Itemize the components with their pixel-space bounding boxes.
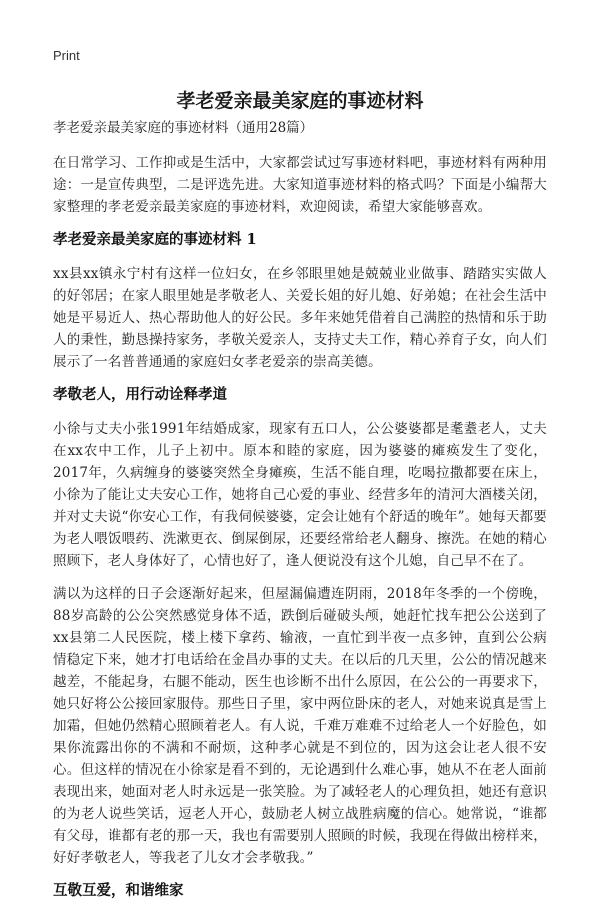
print-link[interactable]: Print xyxy=(53,48,80,63)
section-paragraph: xx县xx镇永宁村有这样一位妇女，在乡邻眼里她是兢兢业业做事、踏踏实实做人的好邻居；在家人眼里她是孝敬老人、关爱长姐的好儿媳、好弟媳；在社会生活中她是平易近人、热心帮助他人的好公民。多年来她凭借着自己满腔的热情和乐于助人的秉性，勤恳操持家务，孝敬关爱亲人，支持丈夫工作，精心养育子女，向人们展示了一名普普通通的家庭妇女孝老爱亲的崇高美德。 xyxy=(53,266,547,370)
page-title: 孝老爱亲最美家庭的事迹材料 xyxy=(176,90,424,112)
section-paragraph: 满以为这样的日子会逐渐好起来，但屋漏偏遭连阴雨，2018年冬季的一个傍晚，88岁高龄的公公突然感觉身体不适，跌倒后碰破头颅，她赶忙找车把公公送到了xx县第二人民医院，楼上楼下拿药、输液，一直忙到半夜一点多钟，直到公公病情稳定下来，她才打电话给在金昌办事的丈夫。在以后的几天里，公公的情况越来越差，不能起身，右腿不能动，医生也诊断不出什么原因，在公公的一再要求下，她只好将公公接回家服侍。那些日子里，家中两位卧床的老人，对她来说真是雪上加霜，但她仍然精心照顾着老人。有人说，千难万难难不过给老人一个好脸色，如果你流露出你的不满和不耐烦，这种孝心就是不到位的，因为这会让老人很不安心。但这样的情况在小徐家是看不到的，无论遇到什么难心事，她从不在老人面前表现出来，她面对老人时永远是一张笑脸。为了减轻老人的心理负担，她还有意识的为老人说些笑话，逗老人开心，鼓励老人树立战胜病魔的信心。她常说，“谁都有父母，谁都有老的那一天，我也有需要别人照顾的时候，我现在得做出榜样来，好好孝敬老人，等我老了儿女才会孝敬我。” xyxy=(53,586,547,866)
subsection-heading: 互敬互爱，和谐维家 xyxy=(53,882,184,899)
intro-paragraph: 在日常学习、工作抑或是生活中，大家都尝试过写事迹材料吧，事迹材料有两种用途：一是宣传典型，二是评选先进。大家知道事迹材料的格式吗？下面是小编帮大家整理的孝老爱亲最美家庭的事迹材料，欢迎阅读，希望大家能够喜欢。 xyxy=(53,155,547,215)
section-paragraph: 小徐与丈夫小张1991年结婚成家，现家有五口人，公公婆婆都是耄耋老人，丈夫在xx农中工作，儿子上初中。原本和睦的家庭，因为婆婆的瘫痪发生了变化，2017年，久病缠身的婆婆突然全身瘫痪，生活不能自理，吃喝拉撒都要在床上，小徐为了能让丈夫安心工作，她将自己心爱的事业、经营多年的清河大酒楼关闭，并对丈夫说“你安心工作，有我伺候婆婆，定会让她有个舒适的晚年”。她每天都要为老人喂饭喂药、洗漱更衣、倒屎倒尿，还要经常给老人翻身、擦洗。在她的精心照顾下，老人身体好了，心情也好了，逢人便说没有这个儿媳，自己早不在了。 xyxy=(53,421,547,569)
document-subtitle: 孝老爱亲最美家庭的事迹材料（通用28篇） xyxy=(53,120,314,136)
document-body xyxy=(53,118,547,914)
subsection-heading: 孝敬老人，用行动诠释孝道 xyxy=(53,386,227,403)
section-heading: 孝老爱亲最美家庭的事迹材料 1 xyxy=(53,231,257,248)
